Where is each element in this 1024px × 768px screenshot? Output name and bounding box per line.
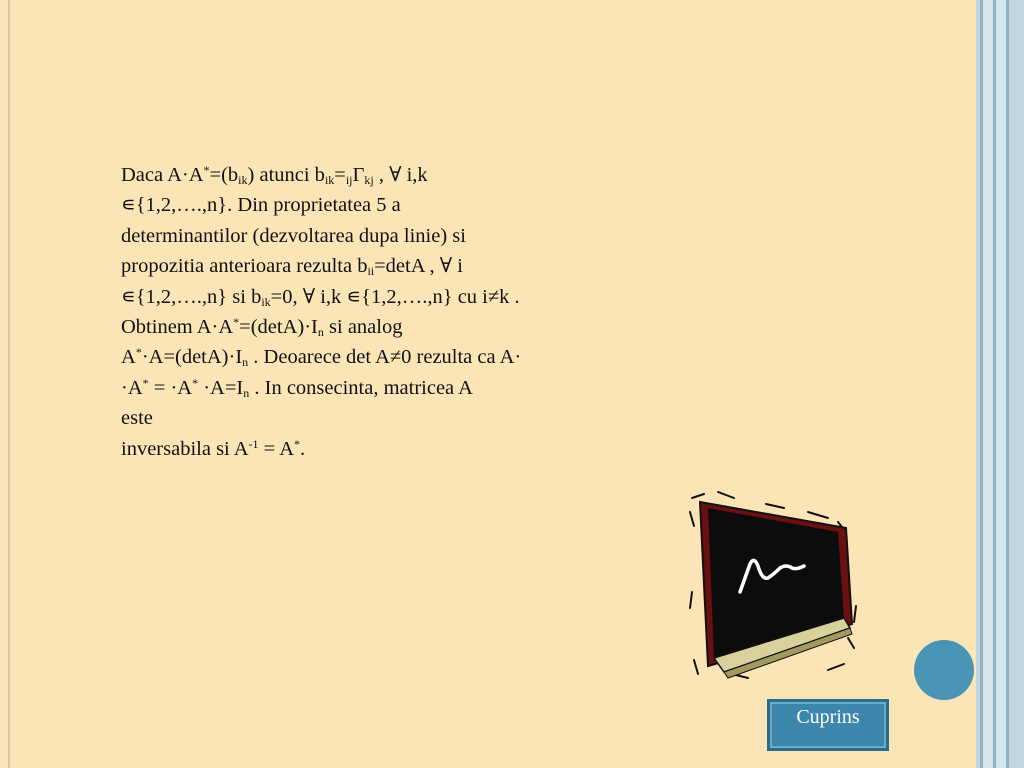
text-line-9: este [121,407,153,430]
text-line-1: Daca $A\cdot A^*=(b_{ik})$ atunci $b_{ik}=_{ij}\Gamma_{kj}$ , ∀ i,k [121,163,428,187]
right-border-stripes [976,0,1024,768]
decorative-circle [914,640,974,700]
text-line-2: ∊{1,2,….,n}. Din proprietatea 5 a [121,194,401,217]
text-line-6: Obtinem $A\cdot A^*=(\det A)\cdot I_n$ si analog [121,314,403,339]
text-line-5: ∊{1,2,….,n} si $b_{ik}=0$, ∀ i,k ∊{1,2,….,n} cu i≠k . [121,285,520,309]
text-line-8: $\cdot A^* = \cdot A^* \cdot A=I_n$ . In consecinta, matricea A [121,375,473,400]
text-line-3: determinantilor (dezvoltarea dupa linie) si [121,224,466,247]
text-line-7: $A^*\cdot A=(\det A)\cdot I_n$ . Deoarece det A≠0 rezulta ca A· [121,345,522,370]
slide-text [121,160,696,464]
text-line-10: inversabila si $A^{-1} = A^*$. [121,436,306,460]
left-border-line [8,0,10,768]
blackboard-icon [688,488,860,684]
text-line-4: propozitia anterioara rezulta $b_{ii}=\det A$ , ∀ i [121,255,463,279]
cuprins-button[interactable]: Cuprins [767,699,889,751]
